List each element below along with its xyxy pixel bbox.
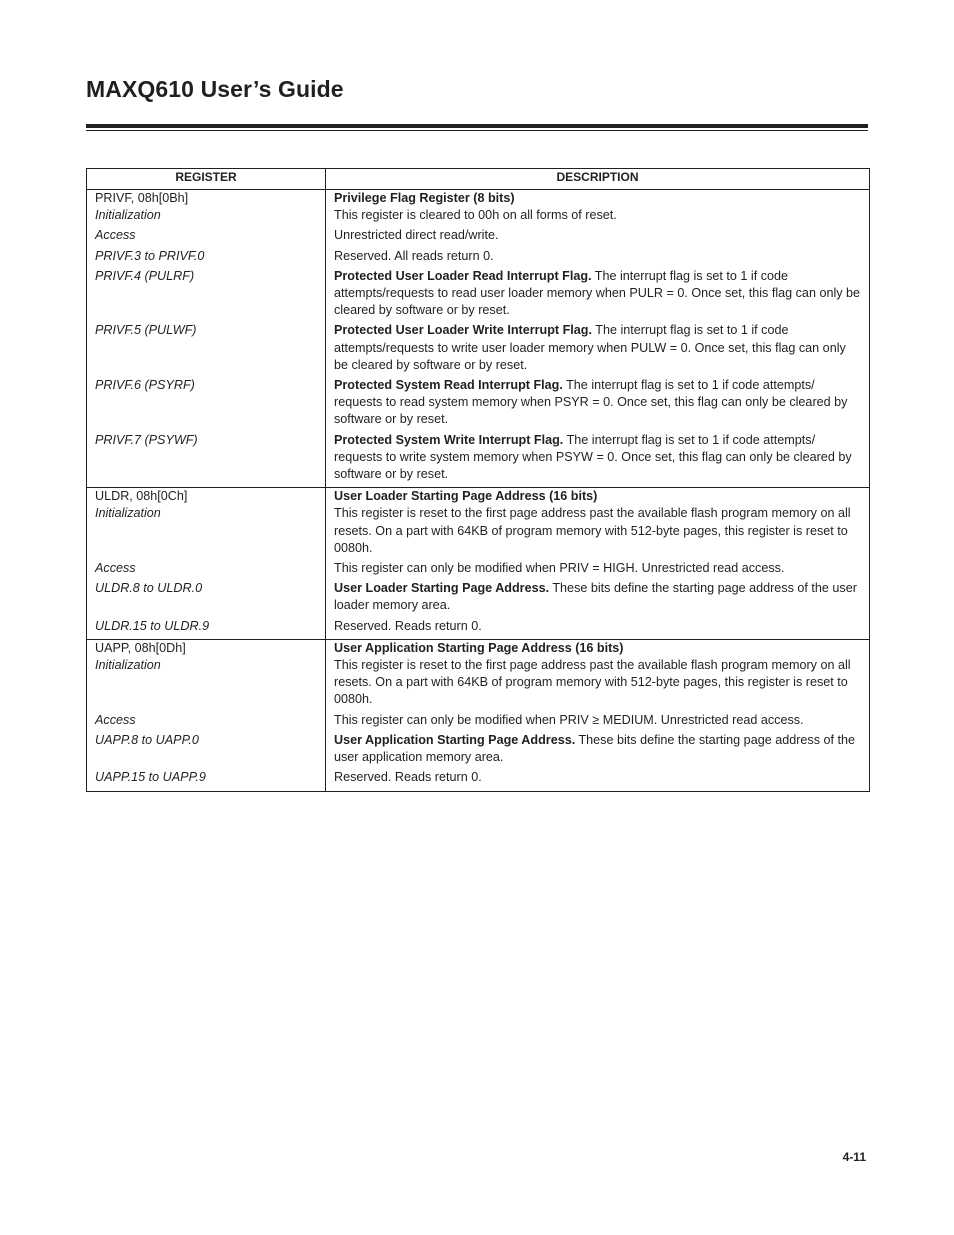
register-name: PRIVF.4 (PULRF): [95, 268, 195, 283]
register-entry: [95, 732, 319, 766]
description-text: The interrupt flag is set to 1 if code attempts/ requests to read system memory when PSYR = 0. Once set, this flag can only be cleared by software or by reset.: [334, 378, 848, 427]
description-text: This register can only be modified when PRIV = HIGH. Unrestricted read access.: [334, 561, 785, 576]
register-cell: [87, 190, 326, 488]
description-entry: [334, 322, 863, 374]
register-entry: [95, 268, 319, 320]
register-cell: [87, 639, 326, 791]
description-entry: [334, 640, 863, 657]
description-entry: [334, 580, 863, 614]
description-entry: [334, 618, 863, 635]
description-text: This register is reset to the first page address past the available flash program memory on all resets. On a part with 64KB of program memory with 512-byte pages, this register is reset to 0080h.: [334, 506, 851, 555]
register-table: [86, 168, 870, 792]
description-entry: [334, 207, 863, 224]
description-entry: [334, 190, 863, 207]
description-text: The interrupt flag is set to 1 if code attempts/requests to read user loader memory when PULR = 0. Once set, this flag can only be cleared by software or by reset.: [334, 268, 861, 318]
description-heading: Protected System Write Interrupt Flag.: [334, 432, 564, 447]
register-name: Initialization: [95, 658, 161, 673]
description-heading: Protected User Loader Read Interrupt Flag.: [334, 268, 592, 283]
register-entry: [95, 657, 319, 709]
description-cell: [326, 190, 870, 488]
description-entry: [334, 227, 863, 244]
table-header-row: [87, 169, 870, 190]
register-name: PRIVF, 08h[0Bh]: [95, 191, 189, 205]
description-text: Unrestricted direct read/write.: [334, 228, 499, 243]
register-name: Access: [95, 712, 136, 727]
register-name: PRIVF.6 (PSYRF): [95, 378, 195, 393]
register-name: UAPP, 08h[0Dh]: [95, 640, 186, 655]
description-heading: Privilege Flag Register (8 bits): [334, 191, 515, 205]
description-heading: Protected User Loader Write Interrupt Flag.: [334, 323, 592, 338]
description-cell: [326, 488, 870, 640]
column-header-description: DESCRIPTION: [326, 169, 870, 190]
description-entry: [334, 732, 863, 766]
description-text: These bits define the starting page address of the user loader memory area.: [334, 581, 857, 613]
description-entry: [334, 248, 863, 265]
register-entry: [95, 227, 319, 244]
description-text: This register can only be modified when PRIV ≥ MEDIUM. Unrestricted read access.: [334, 712, 804, 727]
description-text: Reserved. All reads return 0.: [334, 248, 494, 263]
register-name: PRIVF.5 (PULWF): [95, 323, 197, 338]
document-title: MAXQ610 User’s Guide: [86, 76, 344, 102]
register-entry: [95, 712, 319, 729]
register-entry: [95, 207, 319, 224]
description-entry: [334, 657, 863, 709]
register-entry: [95, 640, 319, 657]
register-name: ULDR.8 to ULDR.0: [95, 581, 203, 596]
register-name: Access: [95, 228, 136, 243]
register-name: Initialization: [95, 506, 161, 521]
register-entry: [95, 505, 319, 557]
description-entry: [334, 377, 863, 429]
register-entry: [95, 618, 319, 635]
description-heading: User Application Starting Page Address.: [334, 732, 576, 747]
column-header-register: REGISTER: [87, 169, 326, 190]
register-name: PRIVF.3 to PRIVF.0: [95, 248, 205, 263]
description-entry: [334, 505, 863, 557]
description-text: The interrupt flag is set to 1 if code attempts/requests to write user loader memory when PULW = 0. Once set, this flag can only be cleared by software or by reset.: [334, 323, 846, 372]
page-number: 4-11: [842, 1150, 866, 1164]
register-name: UAPP.8 to UAPP.0: [95, 732, 199, 747]
register-entry: [95, 488, 319, 505]
description-heading: User Loader Starting Page Address (16 bits): [334, 489, 598, 504]
table-row: [87, 639, 870, 791]
register-name: ULDR.15 to ULDR.9: [95, 618, 210, 633]
description-text: This register is reset to the first page address past the available flash program memory on all resets. On a part with 64KB of program memory with 512-byte pages, this register is reset to 0080h.: [334, 658, 851, 707]
description-entry: [334, 712, 863, 729]
table-row: [87, 488, 870, 640]
table-row: [87, 190, 870, 488]
description-text: Reserved. Reads return 0.: [334, 618, 482, 633]
description-cell: [326, 639, 870, 791]
register-table-body: [87, 190, 870, 792]
description-entry: [334, 268, 863, 320]
description-entry: [334, 560, 863, 577]
description-entry: [334, 432, 863, 484]
header-rule-thick: [86, 124, 868, 128]
description-heading: Protected System Read Interrupt Flag.: [334, 378, 563, 393]
description-text: These bits define the starting page address of the user application memory area.: [334, 732, 856, 765]
register-entry: [95, 377, 319, 429]
register-name: Initialization: [95, 208, 161, 223]
register-entry: [95, 248, 319, 265]
description-heading: User Loader Starting Page Address.: [334, 581, 550, 596]
register-entry: [95, 560, 319, 577]
register-entry: [95, 190, 319, 207]
description-text: This register is cleared to 00h on all forms of reset.: [334, 208, 617, 223]
register-name: UAPP.15 to UAPP.9: [95, 770, 206, 785]
register-entry: [95, 432, 319, 484]
description-entry: [334, 488, 863, 505]
description-text: Reserved. Reads return 0.: [334, 770, 482, 785]
header-rule-thin: [86, 130, 868, 131]
description-heading: User Application Starting Page Address (16 bits): [334, 640, 624, 655]
description-entry: [334, 769, 863, 786]
description-text: The interrupt flag is set to 1 if code attempts/ requests to write system memory when PSYW = 0. Once set, this flag can only be cleared by software or by reset.: [334, 432, 852, 482]
register-entry: [95, 769, 319, 786]
register-name: ULDR, 08h[0Ch]: [95, 489, 188, 504]
register-name: Access: [95, 561, 136, 576]
register-entry: [95, 322, 319, 374]
register-name: PRIVF.7 (PSYWF): [95, 432, 198, 447]
register-cell: [87, 488, 326, 640]
register-entry: [95, 580, 319, 614]
